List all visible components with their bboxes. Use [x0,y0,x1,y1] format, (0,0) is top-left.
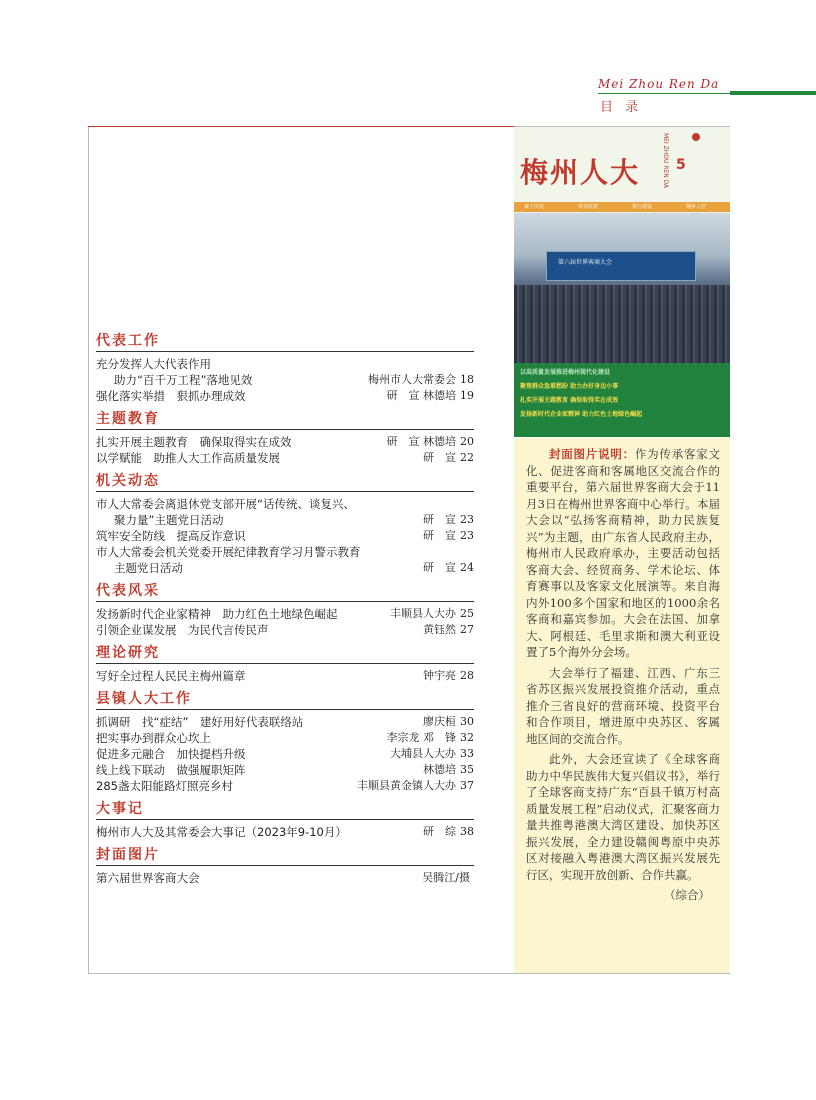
entry-author-page [423,714,474,730]
entry-page: 20 [460,435,474,448]
section-heading: 县镇人大工作 [96,688,474,710]
toc-entry[interactable] [96,730,474,746]
entry-author-page [422,870,474,886]
entry-title: 扎实开展主题教育 确保取得实在成效 [96,435,292,449]
entry-author-page [470,356,474,372]
section-heading: 主题教育 [96,408,474,430]
entry-author: 李宗龙 邓 锋 [386,731,456,744]
entry-page: 25 [460,607,474,620]
entry-page: 37 [460,779,474,792]
cover-topic-bar: 谋于决议 林业监督 推行建设 城乡人居 [514,202,730,212]
cover-vertical-text: MEI ZHOU REN DA [662,133,669,189]
entry-author-page [390,746,474,762]
entry-author-page [423,528,474,544]
entry-author: 研 宣 [423,529,456,542]
entry-page: 33 [460,747,474,760]
section-label: 目 录 [600,100,643,115]
header-divider [598,93,738,94]
toc-entry[interactable] [96,746,474,762]
caption-paragraph-2: 大会举行了福建、江西、广东三省苏区振兴发展投资推介活动，重点推介三省良好的营商环境、投资平台和合作项目，增进原中央苏区、客属地区间的交流合作。 [526,665,720,746]
entry-author: 丰顺县人大办 [390,607,456,620]
caption-paragraph-1: 封面图片说明：作为传承客家文化、促进客商和客属地区交流合作的重要平台，第六届世界客商大会于11月3日在梅州世界客商中心举行。本届大会以“弘扬客商精神，助力民族复兴”为主题，由广东省人民政府主办，梅州市人民政府承办，主要活动包括客商大会、经贸商务、学术论坛、体育赛事以及客家文化展演等。来自海内外100多个国家和地区的1000余名客商和嘉宾参加。大会在法国、加拿大、阿根廷、毛里求斯和澳大利亚设置了5个海外分会场。 [526,447,721,659]
entry-author: 廖庆桓 [423,715,456,728]
entry-author: 林德培 [423,763,456,776]
entry-author: 研 宣 [423,451,456,464]
entry-author-page [423,824,474,840]
entry-author-page [423,450,474,466]
section-heading: 代表工作 [96,330,474,352]
entry-author: 研 宣 [423,561,456,574]
entry-title: 写好全过程人民民主梅州篇章 [96,669,246,683]
toc-entry[interactable] [96,388,474,404]
cover-headlines: 以高质量发展推进梅州现代化建设 聚焦群众急难愁盼 助力办好身边小事 扎实开展主题教育 确保取得实在成效 发扬新时代企业家精神 助力红色土地绿色崛起 [514,363,730,437]
entry-author: 大埔县人大办 [390,747,456,760]
entry-title: 285盏太阳能路灯照亮乡村 [96,779,233,793]
entry-author-page [423,512,474,528]
cover-photo: 第六届世界客商大会 [514,213,730,363]
toc-entry[interactable] [96,528,474,544]
toc-entry[interactable] [96,544,474,560]
entry-title: 引领企业谋发展 为民代言传民声 [96,623,269,637]
audience [514,285,730,363]
toc-entry[interactable] [96,434,474,450]
entry-title: 强化落实举措 狠抓办理成效 [96,389,246,403]
toc-entry[interactable] [96,356,474,372]
entry-page: 32 [460,731,474,744]
entry-page: 22 [460,451,474,464]
caption-paragraph-3: 此外，大会还宣读了《全球客商助力中华民族伟大复兴倡议书》，举行了全球客商支持广东“百县千镇万村高质量发展工程”启动仪式，汇聚客商力量共推粤港澳大湾区建设、加快苏区振兴发展，全力建设赣闽粤原中央苏区对接融入粤港澳大湾区振兴发展先行区，实现开放创新、合作共赢。 [526,752,720,882]
entry-page: 30 [460,715,474,728]
table-of-contents [96,330,474,890]
entry-author-page [470,496,474,512]
entry-title: 充分发挥人大代表作用 [96,357,211,371]
header-title: Mei Zhou Ren Da [598,77,720,91]
entry-title: 筑牢安全防线 提高反诈意识 [96,529,246,543]
toc-entry[interactable] [96,606,474,622]
cover-logo: 梅州人大 [520,156,641,189]
entry-page: 38 [460,825,474,838]
entry-author: 吴腾江/摄 [422,871,470,884]
toc-entry[interactable] [96,778,474,794]
stage-screen [546,251,696,281]
entry-title: 梅州市人大及其常委会大事记（2023年9-10月） [96,825,347,839]
entry-page: 24 [460,561,474,574]
entry-title: 市人大常委会离退休党支部开展“话传统、谈复兴、 [96,497,355,511]
section-heading: 理论研究 [96,642,474,664]
entry-author-page [357,778,474,794]
toc-section [96,844,474,886]
toc-section [96,688,474,794]
entry-title: 主题党日活动 [114,561,183,575]
cover-badge-icon [692,133,700,141]
cover-caption-box [514,438,730,973]
toc-section [96,798,474,840]
entry-title: 线上线下联动 做强履职矩阵 [96,763,246,777]
entry-title: 第六届世界客商大会 [96,871,200,885]
toc-entry[interactable] [96,668,474,684]
entry-author-page [423,762,474,778]
toc-section [96,330,474,404]
toc-entry[interactable] [96,622,474,638]
entry-title: 助力“百千万工程”落地见效 [114,373,253,387]
header-accent-bar [730,91,816,95]
toc-entry[interactable] [96,560,474,576]
entry-page: 27 [460,623,474,636]
toc-entry[interactable] [96,496,474,512]
entry-author: 梅州市人大常委会 [368,373,456,386]
entry-author: 黄钰然 [423,623,456,636]
toc-entry[interactable] [96,450,474,466]
toc-entry[interactable] [96,824,474,840]
entry-author-page [390,606,474,622]
entry-title: 市人大常委会机关党委开展纪律教育学习月警示教育 [96,545,361,559]
toc-section [96,580,474,638]
frame-top-rule [88,126,514,127]
toc-section [96,642,474,684]
entry-page: 28 [460,669,474,682]
entry-author: 研 宣 林德培 [386,389,456,402]
entry-author-page [387,434,475,450]
entry-title: 促进多元融合 加快提档升级 [96,747,246,761]
toc-entry[interactable] [96,870,474,886]
entry-page: 35 [460,763,474,776]
caption-signature: （综合） [664,888,710,902]
entry-author-page [387,388,475,404]
toc-entry[interactable] [96,372,474,388]
entry-author-page [470,544,474,560]
section-heading: 封面图片 [96,844,474,866]
entry-title: 聚力量”主题党日活动 [114,513,224,527]
entry-author-page [423,560,474,576]
entry-author-page [368,372,474,388]
entry-author-page [423,622,474,638]
entry-title: 抓调研 找“症结” 建好用好代表联络站 [96,715,304,729]
entry-page: 23 [460,529,474,542]
caption-label: 封面图片说明： [549,447,635,461]
entry-title: 发扬新时代企业家精神 助力红色土地绿色崛起 [96,607,338,621]
entry-title: 以学赋能 助推人大工作高质量发展 [96,451,280,465]
entry-author-page [423,668,474,684]
entry-author: 研 宣 [423,513,456,526]
entry-author: 丰顺县黄金镇人大办 [357,779,456,792]
section-heading: 大事记 [96,798,474,820]
entry-author: 研 宣 林德培 [386,435,456,448]
section-heading: 机关动态 [96,470,474,492]
section-heading: 代表风采 [96,580,474,602]
cover-image [514,127,730,437]
entry-page: 18 [460,373,474,386]
cover-issue-number: 5 [676,157,686,173]
toc-entry[interactable] [96,512,474,528]
entry-author: 钟宇亮 [423,669,456,682]
entry-title: 把实事办到群众心坎上 [96,731,211,745]
entry-page: 19 [460,389,474,402]
toc-entry[interactable] [96,762,474,778]
entry-author-page [387,730,475,746]
toc-section [96,470,474,576]
toc-entry[interactable] [96,714,474,730]
entry-page: 23 [460,513,474,526]
toc-section [96,408,474,466]
entry-author: 研 综 [423,825,456,838]
